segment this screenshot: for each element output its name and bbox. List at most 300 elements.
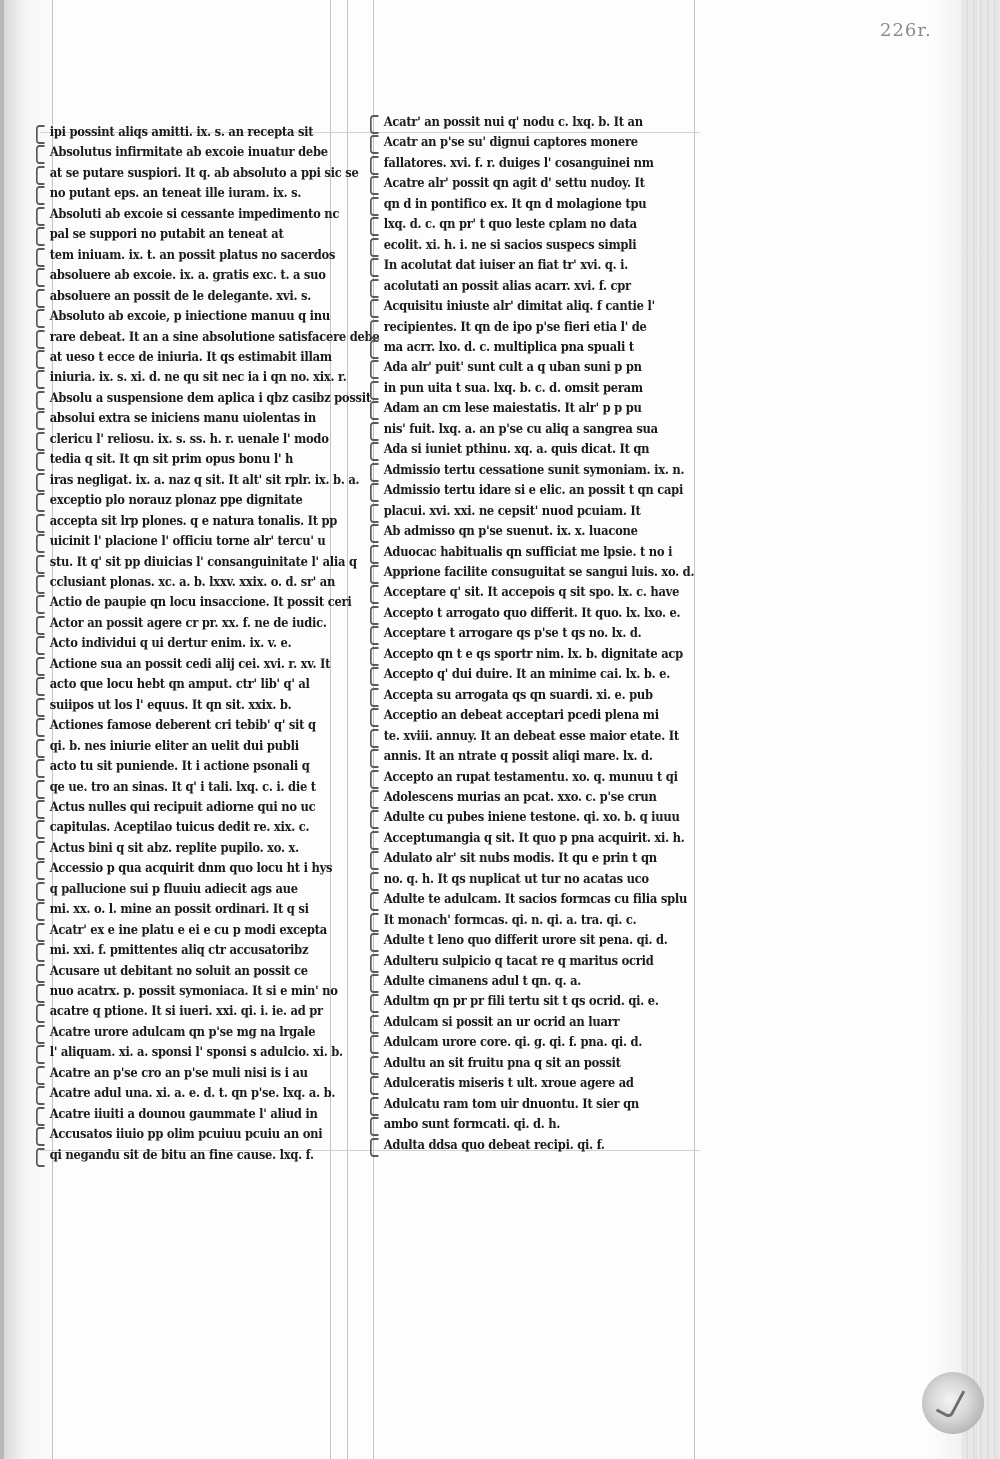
paragraph-mark [36,595,45,614]
text-line [382,378,716,398]
line-text: acto que locu hebt qn amput. ctr' lib' q' al [49,676,310,693]
paragraph-mark [370,545,379,564]
text-line [382,501,716,521]
text-line [382,398,716,418]
paragraph-mark [370,299,379,318]
line-text: Acceptare t arrogare qs p'se t qs no. lx. d. [383,625,642,642]
text-line [48,1145,349,1165]
line-text: iras negligat. ix. a. naz q sit. It alt' sit rplr. ix. b. a. [49,471,360,488]
line-text: qn d in pontifico ex. It qn d molagione tpu [383,195,647,212]
line-text: placui. xvi. xxi. ne cepsit' nuod pcuiam. It [383,502,641,519]
line-text: fallatores. xvi. f. r. duiges l' cosanguinei nm [383,154,654,171]
line-text: Acatre iiuiti a dounou gaummate l' aliud in [49,1105,318,1122]
line-text: Adulcatu ram tom uir dnuontu. It sier qn [383,1095,640,1112]
line-text: Admissio tertu idare si e elic. an possit t qn capi [383,482,684,499]
line-text: Actor an possit agere cr pr. xx. f. ne de iudic. [49,614,327,631]
line-text: Acatre alr' possit qn agit d' settu nudoy. It [383,175,645,192]
text-line [382,439,716,459]
text-line [48,531,349,551]
line-text: clericu l' reliosu. ix. s. ss. h. r. uenale l' modo [49,430,329,447]
text-line [382,214,716,234]
line-text: stu. It q' sit pp diuicias l' consanguinitate l' alia q [49,553,357,570]
paragraph-mark [370,135,379,154]
text-line [48,695,349,715]
paragraph-mark [36,534,45,553]
paragraph-mark [36,391,45,410]
paragraph-mark [36,411,45,430]
paragraph-mark [36,636,45,655]
text-line [382,828,716,848]
paragraph-mark [370,422,379,441]
line-text: Acatre an p'se cro an p'se muli nisi is i au [49,1064,308,1081]
paragraph-mark [370,279,379,298]
line-text: tedia q sit. It qn sit prim opus bonu l' h [49,451,294,468]
paragraph-mark [36,964,45,983]
text-line [48,981,349,1001]
paragraph-mark [370,1056,379,1075]
paragraph-mark [370,1035,379,1054]
paragraph-mark [36,227,45,246]
line-text: Adulte cu pubes iniene testone. qi. xo. b. q iuuu [383,809,680,826]
text-line [382,582,716,602]
text-line [382,357,716,377]
text-line [382,971,716,991]
text-line [382,869,716,889]
line-text: accepta sit lrp plones. q e natura tonalis. It pp [49,512,338,529]
paragraph-mark [370,1097,379,1116]
paragraph-mark [36,555,45,574]
paragraph-mark [36,759,45,778]
line-text: acatre q ptione. It si iueri. xxi. qi. i. ie. ad pr [49,1003,323,1020]
paragraph-mark [370,913,379,932]
text-line [382,1094,716,1114]
paragraph-mark [370,749,379,768]
paragraph-mark [370,483,379,502]
text-line [382,1032,716,1052]
paragraph-mark [370,729,379,748]
paragraph-mark [36,432,45,451]
line-text: Acatre urore adulcam qn p'se mg na lrgale [49,1023,316,1040]
line-text: Apprione facilite consuguitat se sangui luis. xo. d. [383,563,695,580]
paragraph-mark [36,1107,45,1126]
line-text: Adulteru sulpicio q tacat re q maritus ocrid [383,952,654,969]
paragraph-mark [36,820,45,839]
line-text: Ab admisso qn p'se suenut. ix. x. luacone [383,523,638,540]
text-line [382,705,716,725]
line-text: In acolutat dat iuiser an fiat tr' xvi. q. i. [383,257,629,274]
text-line [382,317,716,337]
paragraph-mark [36,1025,45,1044]
paragraph-mark [370,197,379,216]
line-text: Absoluto ab excoie, p iniectione manuu q inu [49,308,330,325]
text-line [48,572,349,592]
line-text: at se putare suspiori. It q. ab absoluto a ppi sic se [49,164,359,181]
text-line [48,163,359,183]
paragraph-mark [370,790,379,809]
text-line [48,1124,349,1144]
text-line [48,961,349,981]
line-text: nis' fuit. lxq. a. an p'se cu aliq a sangrea sua [383,420,658,437]
text-line [382,562,716,582]
paragraph-mark [36,718,45,737]
line-text: absoluere an possit de le delegante. xvi. s. [49,287,311,304]
paragraph-mark [370,258,379,277]
line-text: Admissio tertu cessatione sunit symoniam. ix. n. [383,461,685,478]
text-line [382,296,716,316]
line-text: Adulte te adulcam. It sacios formcas cu filia splu [383,891,688,908]
text-line [382,542,716,562]
text-line [48,429,349,449]
paragraph-mark [370,156,379,175]
text-line [48,613,349,633]
line-text: Adulte t leno quo differit urore sit pena. qi. d. [383,932,668,949]
line-text: Accepta su arrogata qs qn suardi. xi. e. pub [383,686,653,703]
text-line [382,235,716,255]
text-line [382,848,716,868]
line-text: rare debeat. It an a sine absolutione satisfacere debe [49,328,380,345]
paragraph-mark [370,647,379,666]
text-line [382,726,716,746]
line-text: Adultm qn pr pr fili tertu sit t qs ocrid. qi. e. [383,993,659,1010]
text-line [48,347,349,367]
line-text: Acatr' an possit nui q' nodu c. lxq. b. It an [383,114,643,130]
paragraph-mark [36,1045,45,1064]
paragraph-mark [36,493,45,512]
line-text: uicinit l' placione l' officiu torne alr' tercu' u [49,533,326,550]
text-line [48,715,349,735]
line-text: Adam an cm lese maiestatis. It alr' p p pu [383,400,642,417]
line-text: Absolutus infirmitate ab excoie inuatur debe [49,144,328,161]
line-text: Ada si iuniet pthinu. xq. a. quis dicat. It qn [383,441,650,458]
paragraph-mark [36,1127,45,1146]
text-line [382,1053,716,1073]
paragraph-mark [370,1076,379,1095]
paragraph-mark [370,238,379,257]
line-text: pal se suppori no putabit an teneat at [49,226,284,243]
line-text: Actione sua an possit cedi alij cei. xvi. r. xv. It [49,655,331,672]
text-line [48,777,349,797]
text-line [48,1022,349,1042]
text-line [382,1073,716,1093]
paragraph-mark [36,1004,45,1023]
paragraph-mark [36,780,45,799]
line-text: no. q. h. It qs nuplicat ut tur no acatas uco [383,870,649,887]
text-line [48,470,360,490]
paragraph-mark [36,575,45,594]
text-line [48,797,349,817]
paragraph-mark [370,401,379,420]
text-line [382,685,716,705]
paragraph-mark [36,166,45,185]
line-text: Acusare ut debitant no soluit an possit ce [49,962,308,979]
paragraph-mark [36,452,45,471]
paragraph-mark [36,1066,45,1085]
paragraph-mark [36,145,45,164]
line-text: te. xviii. annuy. It an debeat esse maior etate. It [383,727,679,744]
paragraph-mark [370,176,379,195]
paragraph-mark [370,688,379,707]
line-text: Accepto qn t e qs sportr nim. lx. b. dignitate acp [383,645,683,662]
text-line [382,951,716,971]
text-line [382,746,716,766]
line-text: Adulato alr' sit nubs modis. It qu e prin t qn [383,850,657,867]
text-line [382,173,716,193]
text-line [382,255,716,275]
paragraph-mark [370,974,379,993]
text-line [48,1001,349,1021]
text-line [48,1063,349,1083]
line-text: Acceptio an debeat acceptari pcedi plena mi [383,707,659,724]
paragraph-mark [36,186,45,205]
paragraph-mark [370,442,379,461]
line-text: exceptio plo norauz plonaz ppe dignitate [49,492,303,509]
paragraph-mark [36,330,45,349]
text-line [48,899,349,919]
line-text: mi. xxi. f. pmittentes aliq ctr accusatoribz [49,942,309,959]
line-text: ma acrr. lxo. d. c. multiplica pna spuali t [383,338,634,355]
paragraph-mark [370,770,379,789]
line-text: no putant eps. an teneat ille iuram. ix. s. [49,185,302,202]
line-text: acto tu sit puniende. It i actione psonali q [49,758,310,775]
text-line [48,183,349,203]
line-text: absoluere ab excoie. ix. a. gratis exc. t. a suo [49,267,326,284]
page-stack-edge [962,0,1000,1459]
paragraph-mark [370,585,379,604]
paragraph-mark [36,677,45,696]
line-text: Adulta ddsa quo debeat recipi. qi. f. [383,1136,605,1153]
line-text: Absoluti ab excoie si cessante impedimento nc [49,205,340,222]
line-text: tem iniuam. ix. t. an possit platus no sacerdos [49,246,336,263]
text-line [48,265,349,285]
text-line [382,644,716,664]
paragraph-mark [36,1148,45,1167]
line-text: qi. b. nes iniurie eliter an uelit dui publi [49,737,299,754]
paragraph-mark [36,943,45,962]
line-text: Ada alr' puit' sunt cult a q uban suni p pn [383,359,642,376]
text-line [382,1012,716,1032]
text-line [48,940,349,960]
line-text: Accusatos iiuio pp olim pcuiuu pcuiu an oni [49,1126,323,1143]
paragraph-mark [370,831,379,850]
line-text: Absolu a suspensione dem aplica i qbz casibz possit [49,389,371,406]
text-line [382,194,716,214]
line-text: Adulcam si possit an ur ocrid an luarr [383,1013,620,1030]
paragraph-mark [370,1015,379,1034]
paragraph-mark [36,370,45,389]
paragraph-mark [36,698,45,717]
text-line [48,327,380,347]
text-line [48,306,349,326]
text-line [382,787,716,807]
paragraph-mark [36,739,45,758]
text-line [382,767,716,787]
text-line [48,408,349,428]
text-line [48,224,349,244]
paragraph-mark [370,933,379,952]
line-text: absolui extra se iniciens manu uiolentas in [49,410,316,427]
line-text: iniuria. ix. s. xi. d. ne qu sit nec ia i qn no. xix. r. [49,369,347,386]
paragraph-mark [36,248,45,267]
paragraph-mark [370,708,379,727]
text-line [382,521,716,541]
text-line [48,633,349,653]
text-line [48,142,349,162]
text-line [382,419,716,439]
line-text: Accepto an rupat testamentu. xo. q. munuu t qi [383,768,678,785]
right-column [382,112,716,1155]
line-text: Acatre adul una. xi. a. e. d. t. qn p'se. lxq. a. b. [49,1085,336,1102]
line-text: lxq. d. c. qn pr' t quo leste cplam no data [383,216,637,233]
text-line [48,879,349,899]
line-text: Acquisitu iniuste alr' dimitat aliq. f cantie l' [383,298,655,315]
line-text: Accepto q' dui duire. It an minime cai. lx. b. e. [383,666,670,683]
text-line [48,858,349,878]
gutter-shadow [0,0,4,1459]
text-line [48,674,349,694]
line-text: Actus nulles qui recipuit adiorne qui no uc [49,798,316,815]
paragraph-mark [36,473,45,492]
line-text: Adulte cimanens adul t qn. q. a. [383,973,582,990]
line-text: mi. xx. o. l. mine an possit ordinari. It q si [49,901,309,918]
paragraph-mark [370,463,379,482]
paragraph-mark [370,810,379,829]
line-text: capitulas. Aceptilao tuicus dedit re. xix. c. [49,819,310,836]
line-text: Actio de paupie qn locu insaccione. It possit ceri [49,594,352,611]
text-line [48,367,349,387]
paragraph-mark [36,841,45,860]
paragraph-mark [36,923,45,942]
text-line [48,1042,349,1062]
text-line [382,910,716,930]
text-line [382,603,716,623]
paragraph-mark [370,667,379,686]
paragraph-mark [370,217,379,236]
paragraph-mark [36,268,45,287]
line-text: Adultu an sit fruitu pna q sit an possit [383,1054,621,1071]
line-text: Accessio p qua acquirit dnm quo locu ht i hys [49,860,333,877]
line-text: Actus bini q sit abz. replite pupilo. xo. x. [49,839,299,856]
line-text: in pun uita t sua. lxq. b. c. d. omsit peram [383,379,643,396]
paragraph-mark [370,504,379,523]
line-text: Acatr an p'se su' dignui captores monere [383,134,638,151]
line-text: Actiones famose deberent cri tebib' q' sit q [49,717,316,734]
line-text: Accepto t arrogato quo differit. It quo. lx. lxo. e. [383,604,681,621]
text-line [382,480,716,500]
line-text: at ueso t ecce de iniuria. It qs estimabit illam [49,348,332,365]
paragraph-mark [370,994,379,1013]
stamp-mark [936,1384,966,1419]
text-line [48,286,349,306]
text-line [382,623,716,643]
line-text: ambo sunt formcati. qi. d. h. [383,1116,561,1133]
paragraph-mark [36,861,45,880]
line-text: nuo acatrx. p. possit symoniaca. It si e min' no [49,983,338,1000]
text-line [48,817,349,837]
line-text: annis. It an ntrate q possit aliqi mare. lx. d. [383,748,653,765]
text-line [382,337,716,357]
line-text: Adulceratis miseris t ult. xroue agere ad [383,1075,634,1092]
text-line [382,664,716,684]
text-line [382,1114,716,1134]
paragraph-mark [36,125,45,144]
line-text: Acceptumangia q sit. It quo p pna acquirit. xi. h. [383,829,685,846]
paragraph-mark [36,289,45,308]
text-line [48,1104,349,1124]
text-line [48,756,349,776]
text-line [48,490,349,510]
paragraph-mark [370,340,379,359]
line-text: Acto individui q ui dertur enim. ix. v. e. [49,635,292,652]
paragraph-mark [370,320,379,339]
line-text: l' aliquam. xi. a. sponsi l' sponsi s adulcio. xi. b. [49,1044,343,1061]
line-text: Aduocac habitualis qn sufficiat me lpsie. t no i [383,543,673,560]
paragraph-mark [36,514,45,533]
line-text: acolutati an possit alias acarr. xvi. f. cpr [383,277,631,294]
line-text: Adolescens murias an pcat. xxo. c. p'se crun [383,788,657,805]
paragraph-mark [370,524,379,543]
paragraph-mark [370,360,379,379]
paragraph-mark [36,902,45,921]
text-line [382,132,716,152]
line-text: Acceptare q' sit. It accepois q sit spo. lx. c. have [383,584,680,601]
line-text: It monach' formcas. qi. n. qi. a. tra. qi. c. [383,911,637,928]
paragraph-mark [36,984,45,1003]
paragraph-mark [36,350,45,369]
text-line [48,920,349,940]
paragraph-mark [36,1086,45,1105]
text-line [48,736,349,756]
text-line [382,991,716,1011]
text-line [382,460,716,480]
paragraph-mark [370,954,379,973]
text-line [48,654,349,674]
line-text: qe ue. tro an sinas. It q' i tali. lxq. c. i. die t [49,778,316,795]
text-line [48,388,371,408]
line-text: suiipos ut los l' equus. It qn sit. xxix. b. [49,696,292,713]
paragraph-mark [36,657,45,676]
text-line [48,838,349,858]
text-line [48,1083,349,1103]
paragraph-mark [370,606,379,625]
text-line [382,153,716,173]
text-line [382,889,716,909]
text-line [382,112,716,132]
text-line [48,122,349,142]
paragraph-mark [370,381,379,400]
line-text: ipi possint aliqs amitti. ix. s. an recepta sit [49,124,314,140]
line-text: recipientes. It qn de ipo p'se fieri etia l' de [383,318,647,335]
paragraph-mark [370,115,379,134]
folio-number: 226r. [880,20,932,41]
text-line [382,807,716,827]
text-line [48,552,357,572]
paragraph-mark [36,309,45,328]
line-text: cclusiant plonas. xc. a. b. lxxv. xxix. o. d. sr' an [49,573,336,590]
line-text: Adulcam urore core. qi. g. qi. f. pna. qi. d. [383,1034,643,1051]
line-text: qi negandu sit de bitu an fine cause. lxq. f. [49,1146,314,1163]
line-text: q pallucione sui p fluuiu adiecit ags aue [49,880,298,897]
paragraph-mark [370,626,379,645]
paragraph-mark [370,851,379,870]
left-column [48,122,380,1165]
text-line [48,204,349,224]
library-stamp [922,1372,984,1434]
paragraph-mark [370,872,379,891]
text-line [48,449,349,469]
text-line [382,1135,716,1155]
paragraph-mark [36,800,45,819]
text-line [48,592,352,612]
